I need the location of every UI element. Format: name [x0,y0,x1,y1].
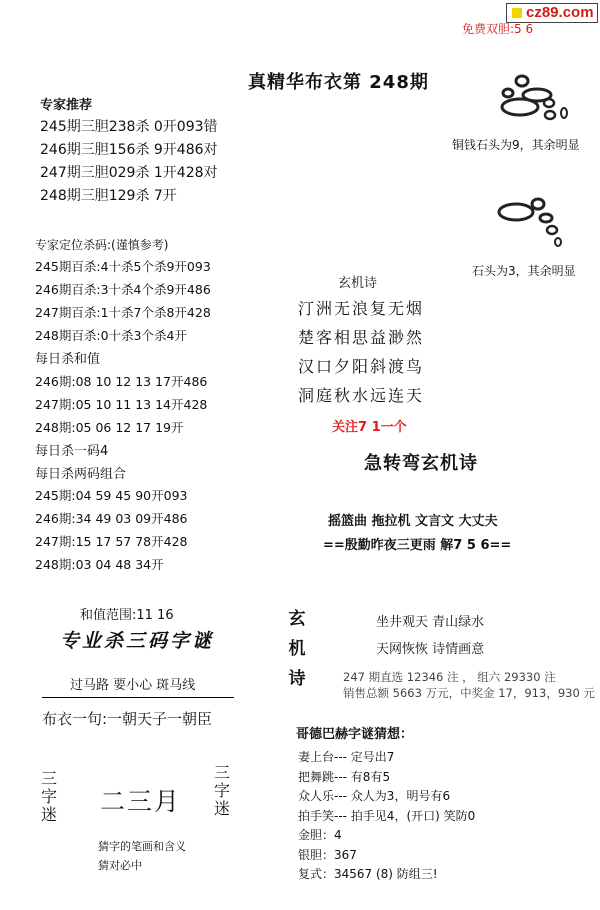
three-riddle-note1: 猜字的笔画和含义 [98,840,186,853]
list-item: 银胆：367 [298,847,357,862]
sharp-turn-answer: ==殷勤昨夜三更雨 解7 5 6== [323,538,512,553]
xuanji-row1: 坐井观天 青山绿水 [376,615,485,630]
list-item: 245期:04 59 45 90开093 [35,488,188,503]
three-riddle-right-label: 三字迷 [213,763,230,818]
godel-heading: 哥德巴赫字谜猜想： [296,727,414,742]
poem-heading: 玄机诗 [338,276,378,291]
xuanji-row2: 天网恢恢 诗情画意 [376,642,485,657]
list-item: 众人乐--- 众人为3，明号有6 [298,789,451,803]
godel-list [298,748,475,885]
list-item: 247期:15 17 57 78开428 [35,534,188,549]
buyi-sentence: 布衣一句:一朝天子一朝臣 [42,710,213,728]
list-item: 妻上台--- 定号出7 [298,750,395,764]
expert-list [40,116,218,208]
list-item: 246期:08 10 12 13 17开486 [35,374,208,389]
riddle-line: 过马路 要小心 斑马线 [70,678,196,693]
poem-lines [298,294,424,410]
three-riddle-left-label: 三字迷 [40,769,57,824]
sharp-turn-words: 摇篮曲 拖拉机 文言文 大丈夫 [328,514,498,529]
list-item: 247期百杀:1十杀7个杀8开428 [35,305,211,320]
list-item: 246期三胆156杀 9开486对 [40,142,218,158]
coin-stone-figure-bottom [494,196,564,251]
poem-line: 楚客相思益渺然 [298,328,425,347]
sum-kill-list [35,370,207,439]
list-item: 245期三胆238杀 0开093错 [40,119,218,135]
sum-range: 和值范围:11 16 [80,608,174,623]
logo-square-icon [512,8,522,18]
sales-line1: 247 期直选 12346 注 ， 组六 29330 注 [343,670,556,684]
sum-kill-heading: 每日杀和值 [35,352,101,367]
sales-line2: 销售总额 5663 万元，中奖金 17，913，930 元 [343,686,595,700]
list-item: 247期:05 10 11 13 14开428 [35,397,208,412]
position-kill-list [35,255,211,347]
three-riddle-center: 二三月 [100,787,182,816]
three-riddle-note2: 猜对必中 [98,859,142,872]
position-kill-heading: 专家定位杀码:(谨慎参考) [35,238,169,252]
kill-one-code: 每日杀一码4 [35,444,109,459]
list-item: 248期:05 06 12 17 19开 [35,420,184,435]
poem-line: 汉口夕阳斜渡鸟 [298,357,425,376]
coin-caption-bottom: 石头为3，其余明显 [472,264,576,278]
kill-two-heading: 每日杀两码组合 [35,467,127,482]
coin-caption-top: 铜钱石头为9，其余明显 [452,138,580,152]
sharp-turn-heading: 急转弯玄机诗 [364,453,478,474]
expert-heading: 专家推荐 [40,98,93,113]
list-item: 245期百杀:4十杀5个杀9开093 [35,259,211,274]
free-pick: 免费双胆:5 6 [462,22,534,36]
list-item: 把舞跳--- 有8有5 [298,769,391,784]
list-item: 246期百杀:3十杀4个杀9开486 [35,282,211,297]
divider [42,697,234,698]
list-item: 246期:34 49 03 09开486 [35,511,188,526]
logo-text: cz89.com [526,4,594,21]
page-title: 真精华布衣第 248期 [248,72,429,93]
list-item: 复式：34567 (8) 防组三! [298,867,438,881]
list-item: 248期三胆129杀 7开 [40,188,177,204]
coin-stone-figure-top [492,73,567,128]
list-item: 248期百杀:0十杀3个杀4开 [35,328,187,343]
poem-line: 汀洲无浪复无烟 [298,299,425,318]
list-item: 拍手笑--- 拍手见4，(开口) 笑防0 [298,808,476,823]
xuanji-label: 玄机诗 [288,609,306,689]
list-item: 金胆：4 [298,828,342,842]
list-item: 247期三胆029杀 1开428对 [40,165,218,181]
riddle-heading: 专业杀三码字谜 [60,630,215,652]
kill-two-list [35,484,187,576]
focus-note: 关注7 1一个 [332,420,407,435]
poem-line: 洞庭秋水远连天 [298,386,425,405]
list-item: 248期:03 04 48 34开 [35,557,164,572]
